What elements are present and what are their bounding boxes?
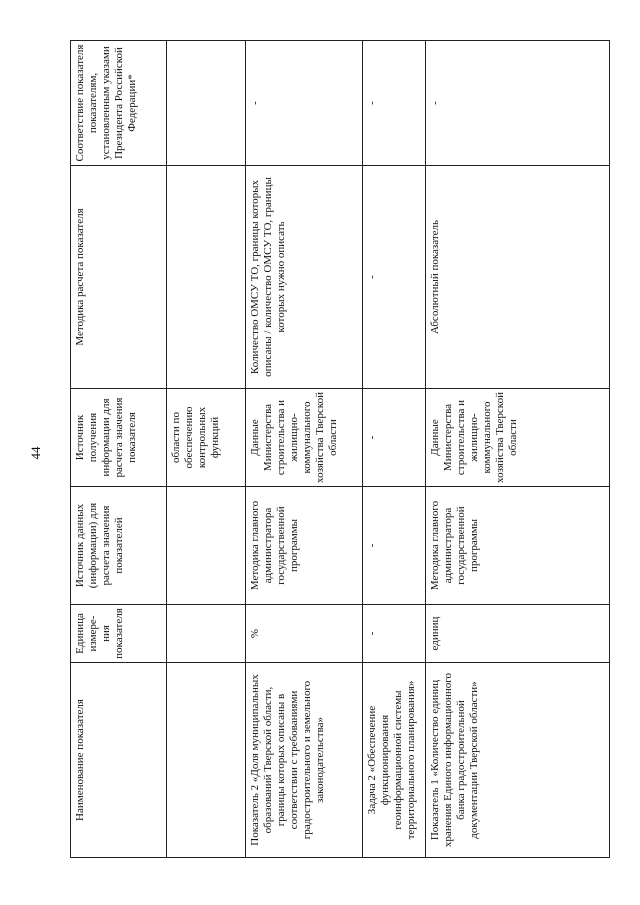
page-number: 44 <box>28 446 43 460</box>
table-row <box>246 41 363 858</box>
cell-method: Абсолютный показатель <box>426 166 610 389</box>
cell-unit <box>167 605 246 663</box>
header-name: Наименование показателя <box>71 663 167 858</box>
cell-compliance: - <box>363 41 426 166</box>
cell-method: Количество ОМСУ ТО, границы которых описаны / количество ОМСУ ТО, границы которых нужно описать <box>246 166 363 389</box>
cell-info-source: Данные Министерства строительства и жилищно-коммунального хозяйства Тверской области <box>246 389 363 487</box>
cell-unit: % <box>246 605 363 663</box>
header-compliance: Соответствие показателя показателям, установленным указами Президента Российской Федерации* <box>71 41 167 166</box>
cell-unit: единиц <box>426 605 610 663</box>
cell-data-source: Методика главного администратора государственной программы <box>426 487 610 605</box>
cell-unit: - <box>363 605 426 663</box>
table-row <box>167 41 246 858</box>
cell-info-source: - <box>363 389 426 487</box>
cell-name: Показатель 2 «Доля муниципальных образований Тверской области, границы которых описаны в соответствии с требованиями градостроительного и земельного законодательства» <box>246 663 363 858</box>
cell-info-source: Данные Министерства строительства и жилищно-коммунального хозяйства Тверской области <box>426 389 610 487</box>
rotated-table-container <box>70 41 609 858</box>
indicators-table <box>70 40 610 858</box>
cell-data-source: - <box>363 487 426 605</box>
header-method: Методика расчета показателя <box>71 166 167 389</box>
cell-compliance <box>167 41 246 166</box>
cell-method <box>167 166 246 389</box>
table-row <box>363 41 426 858</box>
cell-data-source: Методика главного администратора государственной программы <box>246 487 363 605</box>
cell-method: - <box>363 166 426 389</box>
table-row <box>426 41 610 858</box>
header-info-source: Источник получения информации для расчета значения показателя <box>71 389 167 487</box>
table-header-row <box>71 41 167 858</box>
cell-name: Показатель 1 «Количество единиц хранения Единого информационного банка градостроительной документации Тверской области» <box>426 663 610 858</box>
cell-compliance: - <box>246 41 363 166</box>
cell-info-source: области по обеспечению контрольных функций <box>167 389 246 487</box>
header-unit: Единица измере-ния показателя <box>71 605 167 663</box>
cell-name: Задача 2 «Обеспечение функционирования геоинформационной системы территориального планирования» <box>363 663 426 858</box>
cell-name <box>167 663 246 858</box>
cell-compliance: - <box>426 41 610 166</box>
cell-data-source <box>167 487 246 605</box>
header-data-source: Источник данных (информации) для расчета значения показателей <box>71 487 167 605</box>
